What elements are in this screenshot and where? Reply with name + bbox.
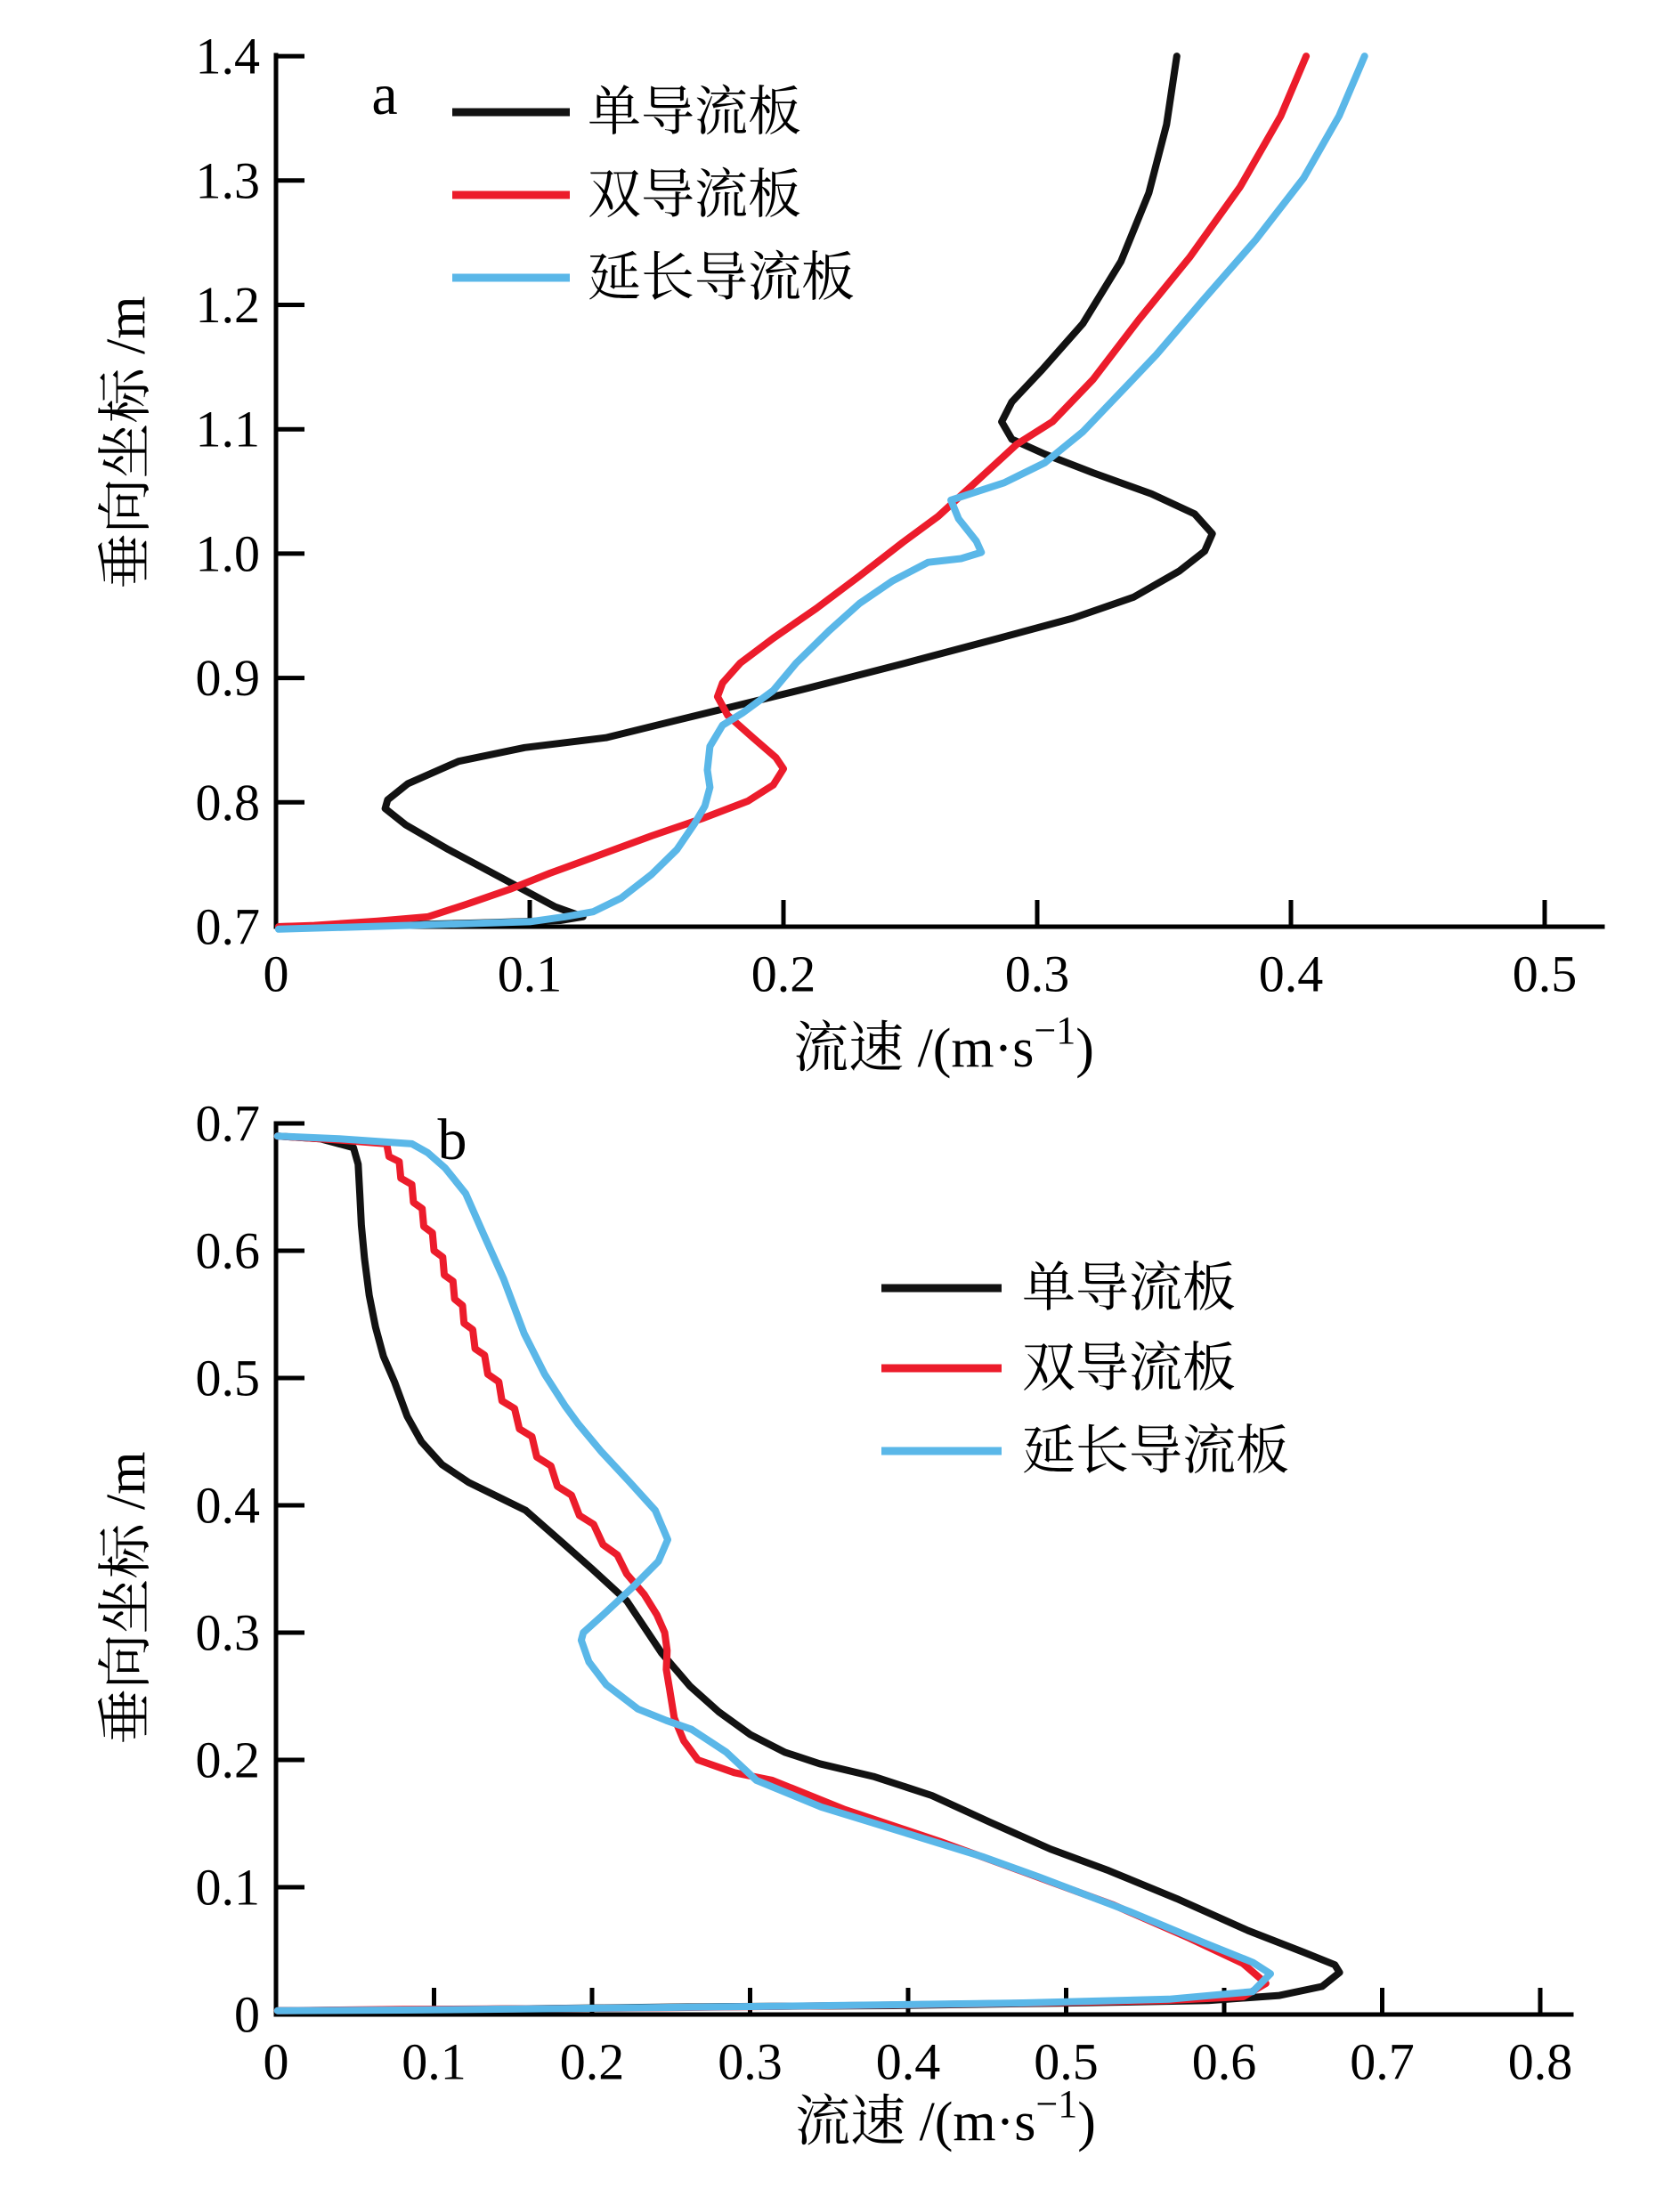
series-curve-2 xyxy=(279,56,1365,929)
legend-label-0: 单导流板 xyxy=(1022,1259,1236,1317)
y-tick-label: 0.6 xyxy=(195,1221,260,1280)
y-tick-label: 1.4 xyxy=(195,27,260,85)
y-tick-label: 0.1 xyxy=(195,1858,260,1917)
y-tick-label: 0.4 xyxy=(195,1476,260,1535)
x-tick-label: 0.3 xyxy=(718,2032,783,2091)
y-tick-label: 1.2 xyxy=(195,276,260,334)
legend-label-1: 双导流板 xyxy=(588,166,801,224)
x-tick-label: 0.5 xyxy=(1512,944,1578,1003)
y-tick-label: 1.0 xyxy=(195,524,260,583)
x-axis-title-superscript: −1 xyxy=(1035,2082,1078,2126)
panel-b xyxy=(96,1095,1572,2153)
y-tick-label: 1.1 xyxy=(195,400,260,458)
x-tick-label: 0.1 xyxy=(402,2032,467,2091)
legend-label-2: 延长导流板 xyxy=(1022,1422,1289,1480)
x-tick-label: 0.1 xyxy=(497,944,563,1003)
legend-label-2: 延长导流板 xyxy=(588,248,855,307)
y-tick-label: 0.2 xyxy=(195,1731,260,1789)
y-tick-label: 0.3 xyxy=(195,1603,260,1662)
x-tick-label: 0.2 xyxy=(751,944,816,1003)
x-tick-label: 0.4 xyxy=(1258,944,1324,1003)
y-tick-label: 0.7 xyxy=(195,1094,260,1153)
legend-label-1: 双导流板 xyxy=(1022,1339,1236,1398)
x-axis-title xyxy=(795,2082,1096,2152)
panel-label: b xyxy=(437,1107,467,1172)
panel-label: a xyxy=(371,62,398,127)
y-axis-title: 垂向坐标 /m xyxy=(96,1451,157,1745)
x-axis-title-superscript: −1 xyxy=(1034,1009,1076,1052)
x-tick-label: 0.8 xyxy=(1507,2032,1573,2091)
axis-spines xyxy=(276,1123,1571,2015)
y-tick-label: 1.3 xyxy=(195,151,260,210)
x-axis-title-suffix: ) xyxy=(1077,2092,1096,2152)
x-axis-title xyxy=(793,1009,1094,1079)
x-tick-label: 0.3 xyxy=(1004,944,1070,1003)
y-tick-label: 0.8 xyxy=(195,773,260,831)
y-tick-label: 0 xyxy=(234,1985,260,2044)
x-tick-label: 0.7 xyxy=(1350,2032,1415,2091)
x-tick-label: 0.4 xyxy=(875,2032,941,2091)
y-tick-label: 0.9 xyxy=(195,649,260,708)
x-axis-title-main: 流速 /(m·s xyxy=(793,1018,1035,1079)
y-axis-title: 垂向坐标 /m xyxy=(96,296,157,589)
x-axis-title-suffix: ) xyxy=(1075,1018,1094,1079)
x-axis-title-main: 流速 /(m·s xyxy=(795,2092,1036,2152)
panel-a xyxy=(96,28,1603,1079)
x-tick-label: 0.2 xyxy=(559,2032,625,2091)
axis-spines xyxy=(276,55,1603,927)
x-tick-label: 0 xyxy=(263,2032,289,2091)
legend-label-0: 单导流板 xyxy=(588,83,801,142)
y-tick-label: 0.5 xyxy=(195,1349,260,1407)
y-tick-label: 0.7 xyxy=(195,897,260,956)
x-tick-label: 0 xyxy=(263,944,289,1003)
x-tick-label: 0.6 xyxy=(1191,2032,1257,2091)
x-tick-label: 0.5 xyxy=(1034,2032,1099,2091)
